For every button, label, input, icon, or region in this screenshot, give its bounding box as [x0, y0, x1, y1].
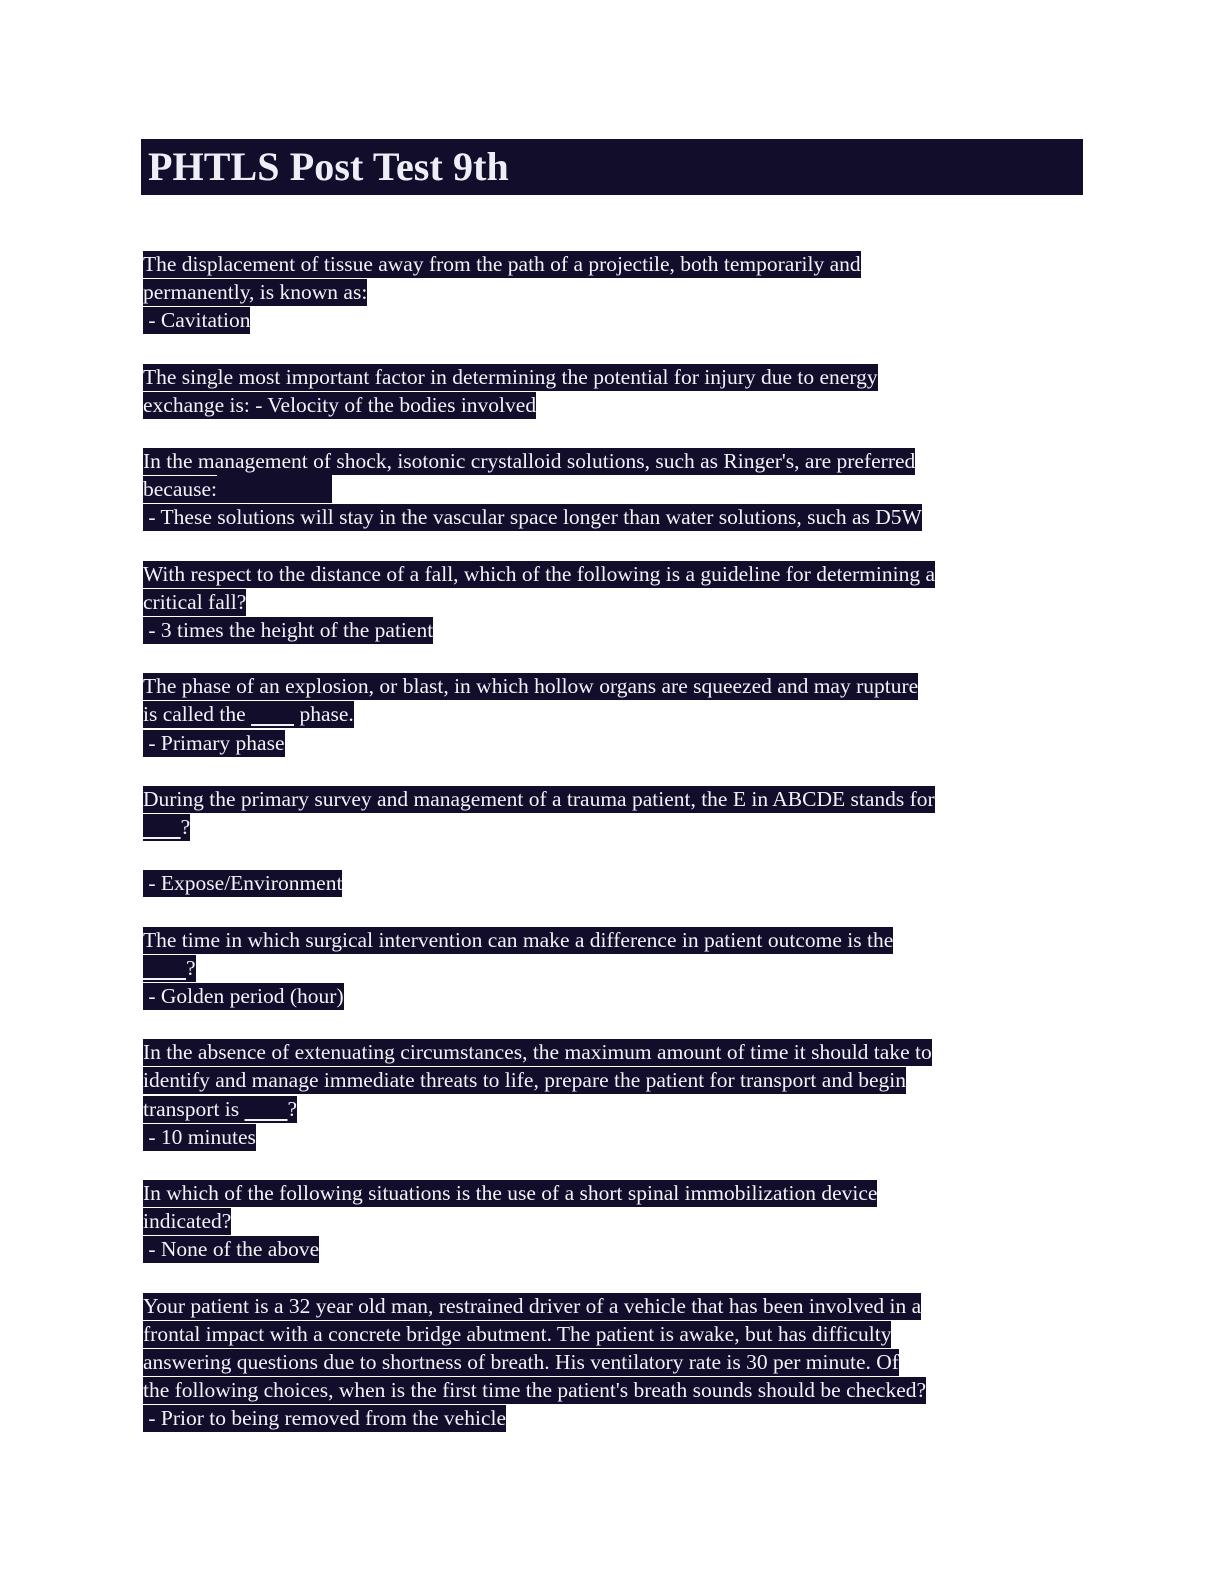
question-line: [143, 475, 1073, 503]
fill-in-blank: [251, 702, 294, 726]
question-line: [143, 1038, 1073, 1066]
question-line: [143, 926, 1073, 954]
question-line: [143, 560, 1073, 588]
question-block: [143, 926, 1073, 1011]
answer-line: [143, 616, 1073, 644]
highlighted-text: In which of the following situations is the use of a short spinal immobilization device: [143, 1181, 878, 1206]
highlighted-text: With respect to the distance of a fall, which of the following is a guideline for determining a: [143, 561, 936, 586]
highlighted-text: The single most important factor in determining the potential for injury due to energy: [143, 364, 878, 389]
highlighted-text: ?: [143, 814, 190, 841]
highlighted-text: - These solutions will stay in the vascular space longer than water solutions, such as D5W: [143, 505, 922, 530]
question-line: [143, 1095, 1073, 1123]
answer-line: [143, 306, 1073, 334]
highlighted-text: exchange is: - Velocity of the bodies involved: [143, 392, 537, 417]
highlighted-text: because:: [143, 477, 218, 502]
answer-line: [143, 1235, 1073, 1263]
page-title: PHTLS Post Test 9th: [148, 144, 509, 189]
fill-in-blank: [143, 956, 186, 980]
answer-line: [143, 869, 1073, 897]
question-block: [143, 560, 1073, 645]
question-block: [143, 363, 1073, 419]
highlighted-text: During the primary survey and management of a trauma patient, the E in ABCDE stands for: [143, 786, 935, 811]
question-line: [143, 672, 1073, 700]
highlighted-text: - Expose/Environment: [143, 871, 343, 896]
question-block: [143, 1179, 1073, 1264]
highlighted-text: ?: [143, 955, 196, 982]
question-list: [143, 250, 1073, 1433]
highlighted-text: In the management of shock, isotonic crystalloid solutions, such as Ringer's, are preferred: [143, 449, 916, 474]
highlight-trailing-pad: [217, 475, 332, 503]
answer-line: [143, 503, 1073, 531]
question-block: [143, 447, 1073, 532]
highlighted-text: is called the phase.: [143, 702, 354, 727]
highlighted-text: In the absence of extenuating circumstances, the maximum amount of time it should take to: [143, 1040, 932, 1065]
question-line: [143, 700, 1073, 728]
question-block: [143, 785, 1073, 898]
highlighted-text: - 10 minutes: [143, 1124, 256, 1149]
question-line: [143, 1320, 1073, 1348]
question-line: [143, 447, 1073, 475]
spacer-line: [143, 841, 1073, 869]
question-line: [143, 785, 1073, 813]
highlighted-text: The displacement of tissue away from the path of a projectile, both temporarily and: [143, 252, 861, 276]
answer-line: [143, 1404, 1073, 1432]
question-line: [143, 1207, 1073, 1235]
highlighted-text: frontal impact with a concrete bridge abutment. The patient is awake, but has difficulty: [143, 1321, 892, 1346]
question-line: [143, 1179, 1073, 1207]
highlighted-text: - Golden period (hour): [143, 984, 344, 1009]
highlighted-text: identify and manage immediate threats to life, prepare the patient for transport and begin: [143, 1068, 906, 1093]
question-line: [143, 588, 1073, 616]
highlighted-text: transport is ?: [143, 1096, 298, 1121]
highlighted-text: indicated?: [143, 1209, 232, 1234]
question-block: [143, 1038, 1073, 1151]
highlighted-text: permanently, is known as:: [143, 280, 368, 305]
highlighted-text: - Prior to being removed from the vehicle: [143, 1406, 507, 1431]
question-line: [143, 1376, 1073, 1404]
question-line: [143, 813, 1073, 841]
question-line: [143, 1348, 1073, 1376]
question-line: [143, 1066, 1073, 1094]
highlighted-text: - 3 times the height of the patient: [143, 618, 434, 643]
highlighted-text: critical fall?: [143, 589, 247, 614]
fill-in-blank: [245, 1097, 288, 1121]
highlighted-text: - Cavitation: [143, 308, 251, 333]
fill-in-blank: [143, 815, 181, 839]
answer-line: [143, 982, 1073, 1010]
question-line: [143, 954, 1073, 982]
question-line: [143, 250, 1073, 278]
question-line: [143, 391, 1073, 419]
question-block: [143, 250, 1073, 335]
question-block: [143, 672, 1073, 757]
question-line: [143, 278, 1073, 306]
question-line: [143, 1292, 1073, 1320]
highlighted-text: the following choices, when is the first time the patient's breath sounds should be checked?: [143, 1378, 927, 1403]
highlighted-text: answering questions due to shortness of breath. His ventilatory rate is 30 per minute. Of: [143, 1350, 899, 1375]
question-line: [143, 363, 1073, 391]
highlighted-text: - Primary phase: [143, 730, 285, 755]
question-block: [143, 1292, 1073, 1433]
highlighted-text: The time in which surgical intervention can make a difference in patient outcome is the: [143, 927, 894, 952]
highlighted-text: The phase of an explosion, or blast, in which hollow organs are squeezed and may rupture: [143, 674, 919, 699]
document-title-banner: [141, 139, 1083, 195]
answer-line: [143, 1123, 1073, 1151]
answer-line: [143, 729, 1073, 757]
highlighted-text: Your patient is a 32 year old man, restrained driver of a vehicle that has been involved in a: [143, 1293, 922, 1318]
highlighted-text: - None of the above: [143, 1237, 320, 1262]
